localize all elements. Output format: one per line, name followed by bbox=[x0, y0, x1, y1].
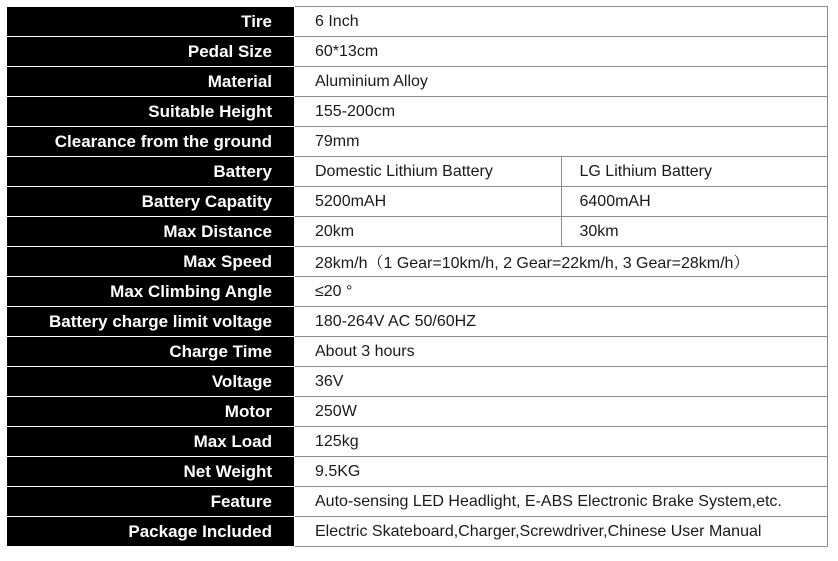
spec-row bbox=[7, 217, 828, 247]
spec-value: Electric Skateboard,Charger,Screwdriver,Chinese User Manual bbox=[295, 517, 828, 547]
spec-row bbox=[7, 307, 828, 337]
spec-value: Auto-sensing LED Headlight, E-ABS Electronic Brake System,etc. bbox=[295, 487, 828, 517]
spec-row bbox=[7, 247, 828, 277]
spec-value: 28km/h（1 Gear=10km/h, 2 Gear=22km/h, 3 Gear=28km/h） bbox=[295, 247, 828, 277]
spec-value-domestic: Domestic Lithium Battery bbox=[295, 157, 562, 187]
spec-row bbox=[7, 97, 828, 127]
spec-label: Charge Time bbox=[7, 337, 295, 367]
spec-label: Suitable Height bbox=[7, 97, 295, 127]
spec-label: Max Speed bbox=[7, 247, 295, 277]
spec-row bbox=[7, 367, 828, 397]
spec-row bbox=[7, 127, 828, 157]
spec-value: 60*13cm bbox=[295, 37, 828, 67]
spec-row bbox=[7, 397, 828, 427]
spec-value: 79mm bbox=[295, 127, 828, 157]
spec-row bbox=[7, 337, 828, 367]
spec-row bbox=[7, 517, 828, 547]
spec-label: Tire bbox=[7, 7, 295, 37]
spec-row bbox=[7, 67, 828, 97]
spec-row bbox=[7, 187, 828, 217]
spec-label: Battery charge limit voltage bbox=[7, 307, 295, 337]
spec-row bbox=[7, 427, 828, 457]
spec-value: About 3 hours bbox=[295, 337, 828, 367]
spec-label: Pedal Size bbox=[7, 37, 295, 67]
spec-label: Package Included bbox=[7, 517, 295, 547]
spec-label: Battery bbox=[7, 157, 295, 187]
spec-value: 155-200cm bbox=[295, 97, 828, 127]
spec-value-domestic: 5200mAH bbox=[295, 187, 562, 217]
spec-label: Battery Capatity bbox=[7, 187, 295, 217]
spec-label: Max Climbing Angle bbox=[7, 277, 295, 307]
spec-value: 6 Inch bbox=[295, 7, 828, 37]
spec-value: Aluminium Alloy bbox=[295, 67, 828, 97]
spec-label: Net Weight bbox=[7, 457, 295, 487]
spec-row bbox=[7, 277, 828, 307]
spec-value: 180-264V AC 50/60HZ bbox=[295, 307, 828, 337]
spec-value: ≤20 ° bbox=[295, 277, 828, 307]
spec-value: 36V bbox=[295, 367, 828, 397]
spec-value: 125kg bbox=[295, 427, 828, 457]
spec-label: Clearance from the ground bbox=[7, 127, 295, 157]
spec-label: Material bbox=[7, 67, 295, 97]
spec-row bbox=[7, 157, 828, 187]
spec-value: 9.5KG bbox=[295, 457, 828, 487]
spec-label: Feature bbox=[7, 487, 295, 517]
spec-value-lg: LG Lithium Battery bbox=[561, 157, 828, 187]
spec-table-body bbox=[7, 7, 828, 547]
spec-label: Motor bbox=[7, 397, 295, 427]
spec-value-lg: 30km bbox=[561, 217, 828, 247]
spec-row bbox=[7, 7, 828, 37]
spec-label: Max Load bbox=[7, 427, 295, 457]
spec-value-lg: 6400mAH bbox=[561, 187, 828, 217]
spec-value: 250W bbox=[295, 397, 828, 427]
spec-row bbox=[7, 487, 828, 517]
spec-label: Voltage bbox=[7, 367, 295, 397]
spec-value-domestic: 20km bbox=[295, 217, 562, 247]
spec-row bbox=[7, 37, 828, 67]
spec-label: Max Distance bbox=[7, 217, 295, 247]
spec-table bbox=[6, 6, 828, 547]
spec-row bbox=[7, 457, 828, 487]
